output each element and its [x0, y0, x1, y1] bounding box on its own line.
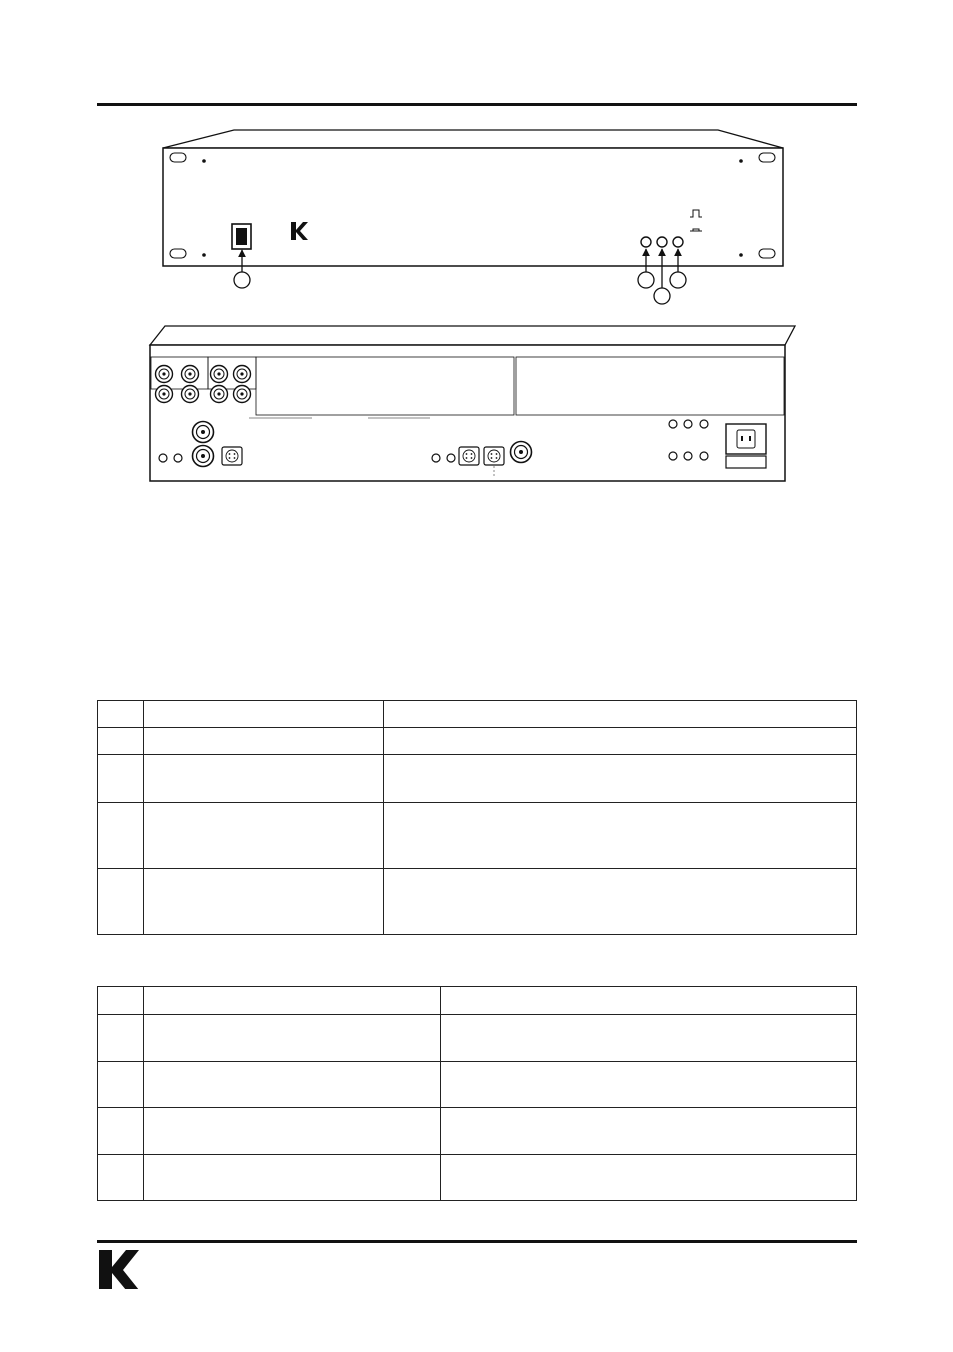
cv-from-yc-bnc[interactable] — [511, 442, 532, 463]
kramer-logo — [97, 1248, 141, 1296]
front-panel-table — [97, 700, 857, 935]
rear-panel — [150, 326, 795, 481]
yc-in-connector[interactable] — [459, 447, 479, 465]
table-row — [98, 701, 857, 728]
cv-button[interactable] — [673, 237, 683, 247]
table-row — [98, 1062, 857, 1108]
table-row — [98, 869, 857, 935]
footer-rule — [97, 1240, 857, 1243]
yc-button[interactable] — [657, 237, 667, 247]
table-row — [98, 987, 857, 1015]
table-row — [98, 1015, 857, 1062]
table-row — [98, 803, 857, 869]
cv-in-bnc[interactable] — [193, 422, 214, 443]
device-illustration — [0, 120, 953, 660]
yc-loop-connector[interactable] — [484, 447, 504, 465]
header-rule — [97, 103, 857, 106]
front-panel — [163, 130, 783, 266]
cv-loop-bnc[interactable] — [193, 446, 214, 467]
table-row — [98, 755, 857, 803]
yc-from-cv-connector[interactable] — [222, 447, 242, 465]
table-row — [98, 1108, 857, 1155]
std-button[interactable] — [641, 237, 651, 247]
table-row — [98, 1155, 857, 1201]
table-row — [98, 728, 857, 755]
fuse-holder[interactable] — [726, 456, 766, 468]
rear-panel-table — [97, 986, 857, 1201]
